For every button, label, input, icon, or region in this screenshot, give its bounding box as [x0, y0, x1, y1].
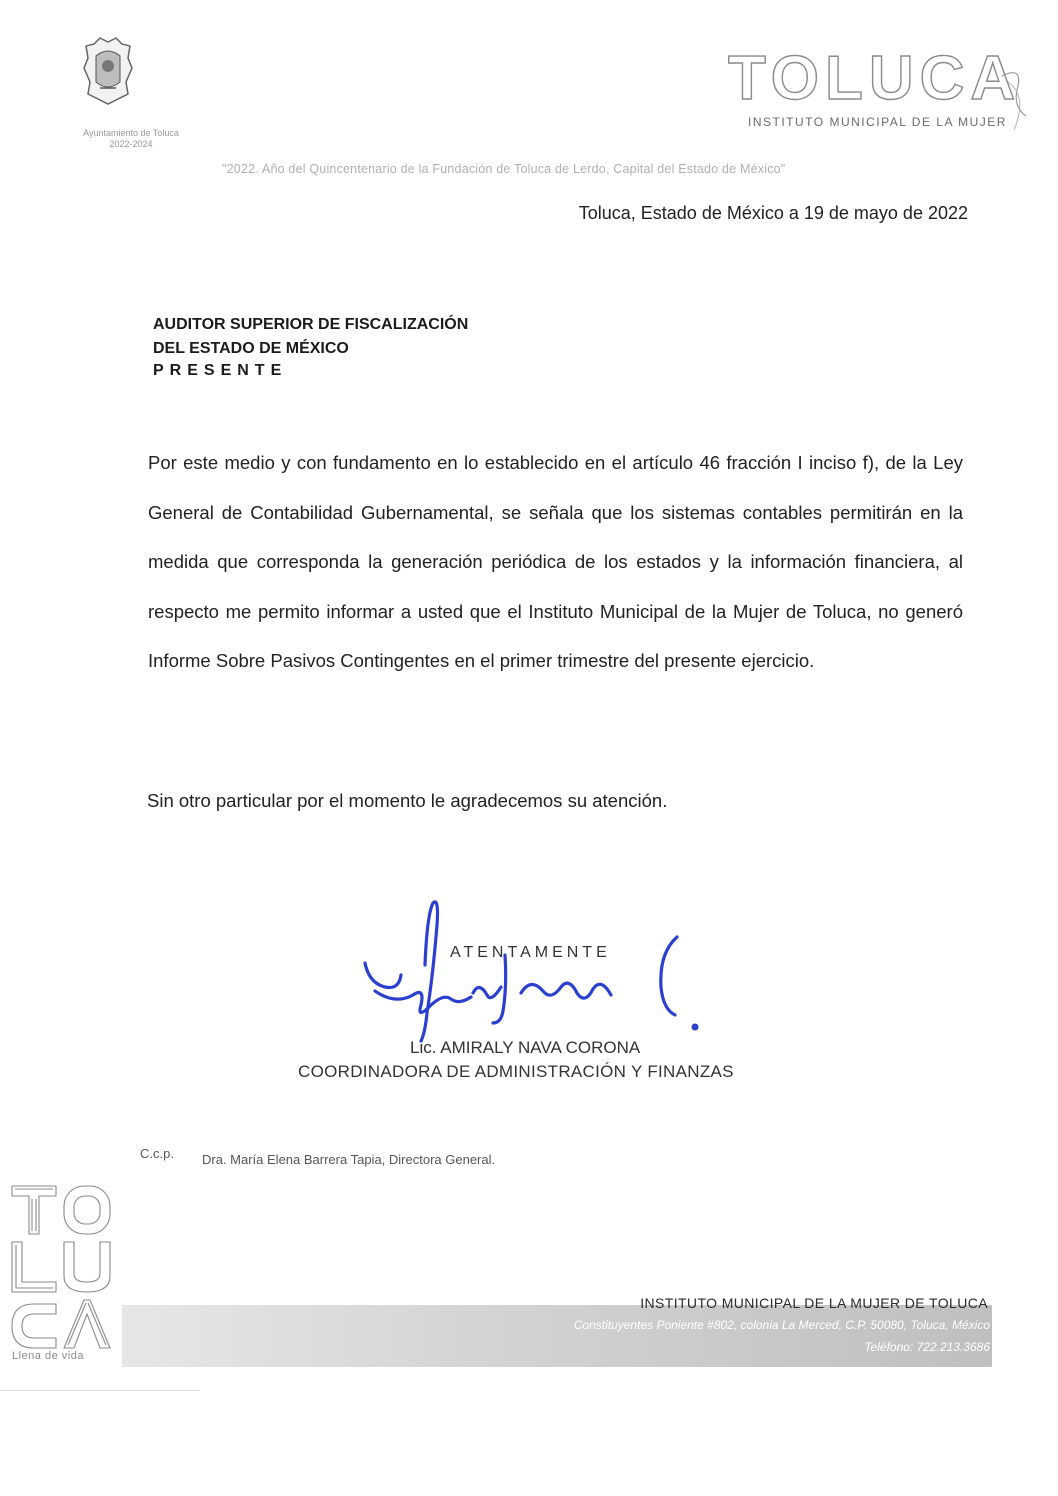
bottom-rule — [0, 1390, 200, 1391]
footer-address: Constituyentes Poniente #802, colonia La Merced, C.P. 50080, Toluca, México — [573, 1318, 990, 1332]
handwritten-signature-icon — [355, 895, 715, 1045]
recipient-line-1: AUDITOR SUPERIOR DE FISCALIZACIÓN — [153, 316, 469, 333]
closing-line: Sin otro particular por el momento le agradecemos su atención. — [147, 790, 668, 811]
footer-institute: INSTITUTO MUNICIPAL DE LA MUJER DE TOLUCA — [640, 1295, 988, 1311]
cc-label: C.c.p. — [140, 1146, 174, 1161]
recipient-line-3: PRESENTE — [153, 362, 288, 379]
logo-slogan: Llena de vida — [12, 1350, 84, 1362]
toluca-logo-wordmark: TOLUCA — [728, 44, 1022, 113]
year-motto: "2022. Año del Quincentenario de la Fundación de Toluca de Lerdo, Capital del Estado de México" — [222, 162, 786, 176]
municipal-seal-icon — [80, 36, 136, 106]
date-line: Toluca, Estado de México a 19 de mayo de 2022 — [578, 203, 968, 223]
toluca-stacked-logo-icon — [8, 1182, 118, 1362]
footer-phone: Teléfono: 722.213.3686 — [864, 1340, 990, 1354]
footer-band — [122, 1305, 992, 1367]
signer-name: Lic. AMIRALY NAVA CORONA — [410, 1038, 641, 1057]
recipient-line-2: DEL ESTADO DE MÉXICO — [153, 340, 349, 357]
body-paragraph: Por este medio y con fundamento en lo establecido en el artículo 46 fracción I inciso f), de la Ley General de Contabilidad Gubernamental, se señala que los sistemas contables permitirán en la medida que corresponda la generación periódica de los estados y la información financiera, al respecto me permito informar a usted que el Instituto Municipal de la Mujer de Toluca, no generó Informe Sobre Pasivos Contingentes en el primer trimestre del presente ejercicio. — [148, 452, 963, 671]
signer-title: COORDINADORA DE ADMINISTRACIÓN Y FINANZAS — [298, 1062, 734, 1081]
salutation: ATENTAMENTE — [450, 944, 611, 961]
seal-caption: Ayuntamiento de Toluca 2022-2024 — [83, 128, 179, 149]
cc-recipient: Dra. María Elena Barrera Tapia, Directora General. — [202, 1152, 496, 1167]
institute-subtitle: INSTITUTO MUNICIPAL DE LA MUJER — [748, 115, 1007, 129]
